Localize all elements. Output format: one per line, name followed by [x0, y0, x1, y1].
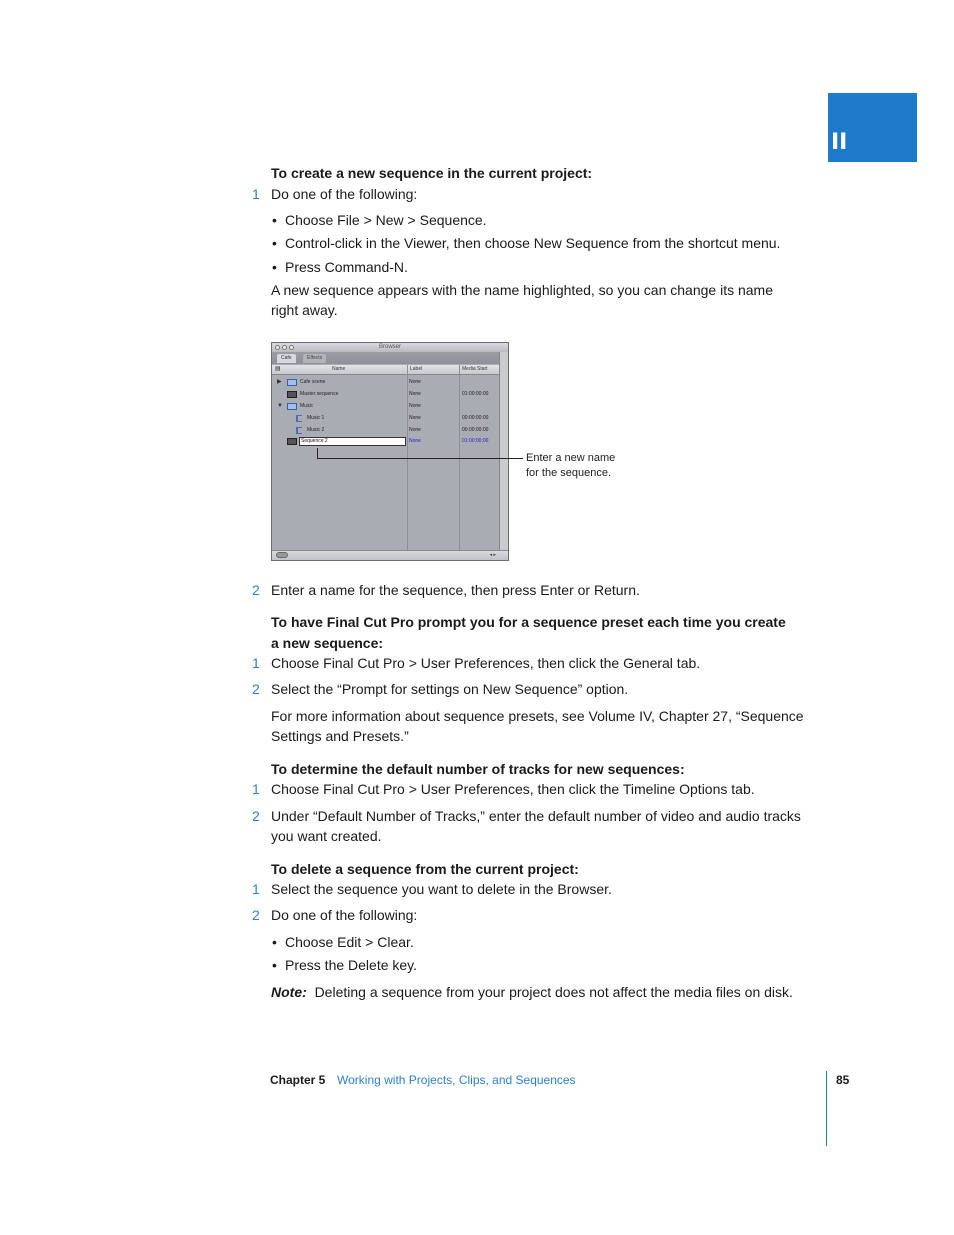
- row-label: None: [409, 379, 421, 385]
- row-name: Music 2: [307, 427, 325, 433]
- step-text: Choose Final Cut Pro > User Preferences, then click the General tab.: [271, 655, 701, 671]
- body-paragraph-line: For more information about sequence presets, see Volume IV, Chapter 27, “Sequence: [271, 708, 804, 724]
- audio-clip-icon: [296, 415, 302, 422]
- bullet-text: Press the Delete key.: [285, 957, 418, 973]
- audio-clip-icon: [296, 427, 302, 434]
- step-text: Choose Final Cut Pro > User Preferences, then click the Timeline Options tab.: [271, 781, 755, 797]
- browser-tabs: [272, 352, 508, 364]
- callout-text-line: for the sequence.: [526, 467, 612, 479]
- part-tab-marker: II: [828, 93, 917, 162]
- body-paragraph-line: Settings and Presets.”: [271, 728, 409, 744]
- bin-folder-icon: [287, 403, 297, 410]
- step-number: 1: [252, 186, 260, 202]
- row-media-start: 00:00:00:00: [462, 427, 489, 433]
- body-paragraph-line: A new sequence appears with the name highlighted, so you can change its name: [271, 282, 773, 298]
- step-number: 1: [252, 881, 260, 897]
- callout-leader-horizontal: [317, 458, 523, 459]
- step-number: 1: [252, 781, 260, 797]
- note-text: Deleting a sequence from your project does not affect the media files on disk.: [314, 984, 793, 1000]
- row-name: Music: [300, 403, 314, 409]
- step-text: Select the “Prompt for settings on New Sequence” option.: [271, 681, 629, 697]
- bullet-glyph: •: [272, 934, 277, 950]
- step-number: 1: [252, 655, 260, 671]
- bullet-glyph: •: [272, 212, 277, 228]
- disclosure-open-icon: ▼: [277, 403, 283, 409]
- row-name: Master sequence: [300, 391, 339, 397]
- scroll-arrows-icon: ◂ ▸: [489, 552, 496, 558]
- note-paragraph: [271, 982, 793, 1002]
- row-media-start: 00:00:00:00: [462, 415, 489, 421]
- bullet-text: Control-click in the Viewer, then choose New Sequence from the shortcut menu.: [285, 235, 781, 251]
- bullet-text: Choose Edit > Clear.: [285, 934, 414, 950]
- step-text: Enter a name for the sequence, then press Enter or Return.: [271, 582, 640, 598]
- tab-cafe: Cafe: [277, 354, 296, 363]
- row-label: None: [409, 438, 421, 444]
- body-paragraph-line: right away.: [271, 302, 338, 318]
- step-text-cont: you want created.: [271, 828, 382, 844]
- bullet-glyph: •: [272, 235, 277, 251]
- section-heading-tracks: To determine the default number of tracks for new sequences:: [271, 761, 685, 777]
- section-heading-create: To create a new sequence in the current project:: [271, 165, 593, 181]
- row-name: Music 1: [307, 415, 325, 421]
- row-media-start: 01:00:00:00: [462, 438, 489, 444]
- project-icon: ▤: [275, 366, 281, 372]
- footer-chapter: Chapter 5: [270, 1073, 326, 1087]
- step-number: 2: [252, 582, 260, 598]
- section-heading-prompt: To have Final Cut Pro prompt you for a sequence preset each time you create: [271, 614, 786, 630]
- row-label: None: [409, 403, 421, 409]
- browser-window-screenshot: [271, 342, 509, 561]
- bin-folder-icon: [287, 379, 297, 386]
- browser-title: Browser: [378, 344, 401, 350]
- disclosure-triangle-icon: ▶: [277, 379, 282, 385]
- browser-bottom-bar: [272, 550, 508, 560]
- column-header-name: Name: [332, 366, 346, 372]
- step-text: Under “Default Number of Tracks,” enter the default number of video and audio tracks: [271, 808, 801, 824]
- step-text: Do one of the following:: [271, 186, 418, 202]
- step-number: 2: [252, 681, 260, 697]
- row-media-start: 01:00:00:00: [462, 391, 489, 397]
- column-header-label: Label: [410, 366, 423, 372]
- view-toggle-icon: [276, 552, 288, 558]
- footer-divider: [826, 1071, 827, 1146]
- column-header-media-start: Media Start: [462, 366, 488, 372]
- section-heading-prompt-cont: a new sequence:: [271, 635, 384, 651]
- tab-effects: Effects: [303, 354, 326, 363]
- row-label: None: [409, 391, 421, 397]
- sequence-name-edit-field: Sequence 2: [299, 437, 406, 446]
- page-number: 85: [836, 1073, 850, 1087]
- step-text: Select the sequence you want to delete in the Browser.: [271, 881, 612, 897]
- vertical-scrollbar: [499, 352, 508, 550]
- bullet-glyph: •: [272, 259, 277, 275]
- section-heading-delete: To delete a sequence from the current project:: [271, 861, 579, 877]
- step-number: 2: [252, 808, 260, 824]
- bullet-glyph: •: [272, 957, 277, 973]
- step-text: Do one of the following:: [271, 907, 418, 923]
- sequence-icon: [287, 438, 297, 445]
- footer-chapter-title: Working with Projects, Clips, and Sequences: [337, 1073, 576, 1087]
- step-number: 2: [252, 907, 260, 923]
- callout-text-line: Enter a new name: [526, 452, 616, 464]
- column-header-row: [272, 365, 502, 375]
- sequence-icon: [287, 391, 297, 398]
- bullet-text: Choose File > New > Sequence.: [285, 212, 487, 228]
- row-name: Cafe scene: [300, 379, 326, 385]
- bullet-text: Press Command-N.: [285, 259, 408, 275]
- browser-titlebar: [272, 343, 508, 352]
- note-label: Note:: [271, 984, 307, 1000]
- row-label: None: [409, 415, 421, 421]
- row-label: None: [409, 427, 421, 433]
